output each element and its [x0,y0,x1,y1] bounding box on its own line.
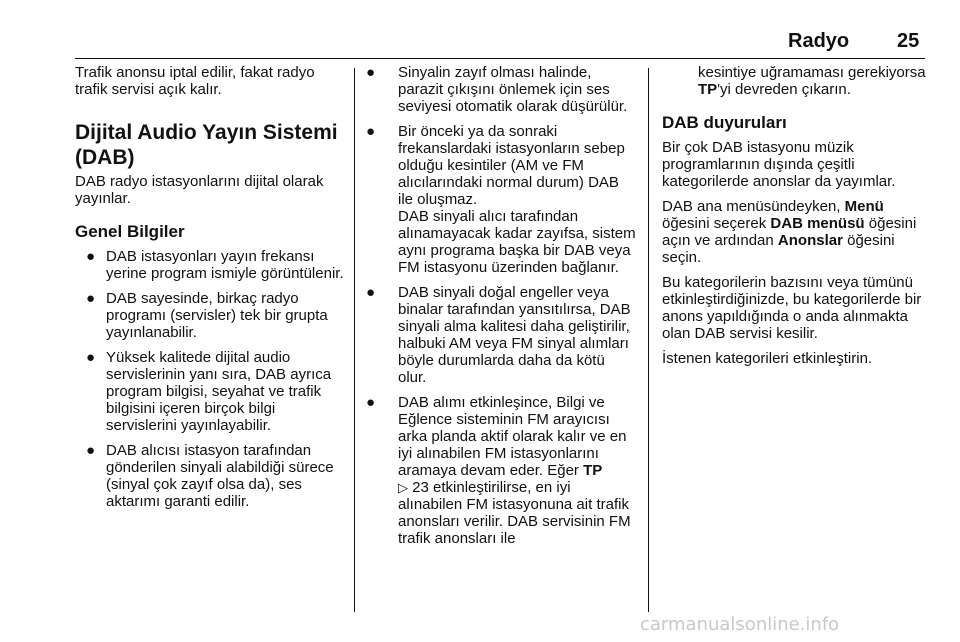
subheading-general-info: Genel Bilgiler [75,222,185,241]
bullet-icon: ● [86,349,96,366]
column-right [662,64,930,375]
list-item: ● DAB istasyonları yayın frekansı yerine program ismiyle görüntülenir. [86,248,344,282]
tp-keyword: TP [583,462,603,479]
list-item: ● DAB alıcısı istasyon tarafından gönderilen sinyali alabildiği sürece (sinyal çok zayıf olsa da), ses aktarımı garanti edilir. [86,442,334,510]
tp-keyword: TP [698,81,718,98]
menu-keyword: Menü [844,198,884,215]
bullet-icon: ● [366,284,376,301]
continued-paragraph: kesintiye uğramaması gerekiyorsa TP'yi devreden çıkarın. [698,64,926,98]
column-divider-right [648,68,649,612]
bullet-icon: ● [366,64,376,81]
bullet-icon: ● [366,394,376,411]
page-number: 25 [897,30,920,52]
bullet-list-general [75,248,345,510]
paragraph: İstenen kategorileri etkinleştirin. [662,350,873,367]
bullet-icon: ● [366,123,376,140]
header-title: Radyo [788,30,850,52]
bullet-icon: ● [86,442,96,459]
list-item: ● Yüksek kalitede dijital audio servislerinin yanı sıra, DAB ayrıca program bilgisi, seyahat ve trafik bilgisini içeren birçok bilgi servislerini yayınlayabilir. [86,349,332,434]
list-item-extra-paragraph: DAB sinyali alıcı tarafından alınamayacak kadar zayıfsa, sistem aynı programa başka bir DAB veya FM istasyonu üzerinden bağlanır. [398,208,636,276]
announcements-keyword: Anonslar [777,232,843,249]
list-item: ● DAB sinyali doğal engeller veya binalar tarafından yansıtılırsa, DAB sinyali alma kalitesi daha geliştirilir, halbuki AM veya FM sinyal alımları böyle durumlarda daha da kötü olur. [366,284,631,386]
cross-reference-arrow-icon: ▷ [398,480,408,495]
bullet-icon: ● [86,290,96,307]
page-header [0,30,960,58]
cross-reference-page[interactable]: 23 [412,479,429,496]
section-intro-paragraph: DAB radyo istasyonlarını dijital olarak yayınlar. [75,173,324,207]
header-rule [75,58,925,59]
column-middle [362,64,637,555]
column-divider-left [354,68,355,612]
subheading-dab-announcements: DAB duyuruları [662,113,787,132]
section-heading-dab: Dijital Audio Yayın Sistemi (DAB) [75,121,338,169]
bullet-list-continued [362,64,637,547]
bullet-icon: ● [86,248,96,265]
list-item: ● Sinyalin zayıf olması halinde, parazit çıkışını önlemek için ses seviyesi otomatik olarak düşürülür. [366,64,628,115]
list-item: ● Bir önceki ya da sonraki frekanslardaki istasyonların sebep olduğu kesintiler (AM ve FM alıcılarındaki normal durum) DAB ile oluşmaz. DAB sinyali alıcı tarafından alınamayacak kadar zayıfsa, sistem aynı programa başka bir DAB veya FM istasyonu üzerinden bağlanır. [366,123,636,276]
list-item: ● DAB alımı etkinleşince, Bilgi ve Eğlence sisteminin FM arayıcısı arka planda aktif olarak kalır ve en iyi alınabilen FM istasyonlarını aramaya devam eder. Eğer TP ▷ 23 etkinleştirilirse, en iyi alınabilen FM istasyonuna ait trafik anonsları verilir. DAB servisinin FM trafik anonsları ile [366,394,631,547]
watermark: carmanualsonline.info [640,614,840,635]
paragraph: Bu kategorilerin bazısını veya tümünü etkinleştirdiğinizde, bu kategorilerde bir anons yapıldığında o anda alınmakta olan DAB servisi kesilir. [662,274,922,342]
column-left [75,64,345,518]
list-item: ● DAB sayesinde, birkaç radyo programı (servisler) tek bir grupta yayınlanabilir. [86,290,328,341]
paragraph: Bir çok DAB istasyonu müzik programlarının dışında çeşitli kategorilerde anonslar da yayımlar. [662,139,896,190]
paragraph-menu-instructions: DAB ana menüsündeyken, Menü öğesini seçerek DAB menüsü öğesini açın ve ardından Anonslar öğesini seçin. [662,198,917,266]
intro-paragraph: Trafik anonsu iptal edilir, fakat radyo trafik servisi açık kalır. [75,64,315,98]
dab-menu-keyword: DAB menüsü [770,215,865,232]
